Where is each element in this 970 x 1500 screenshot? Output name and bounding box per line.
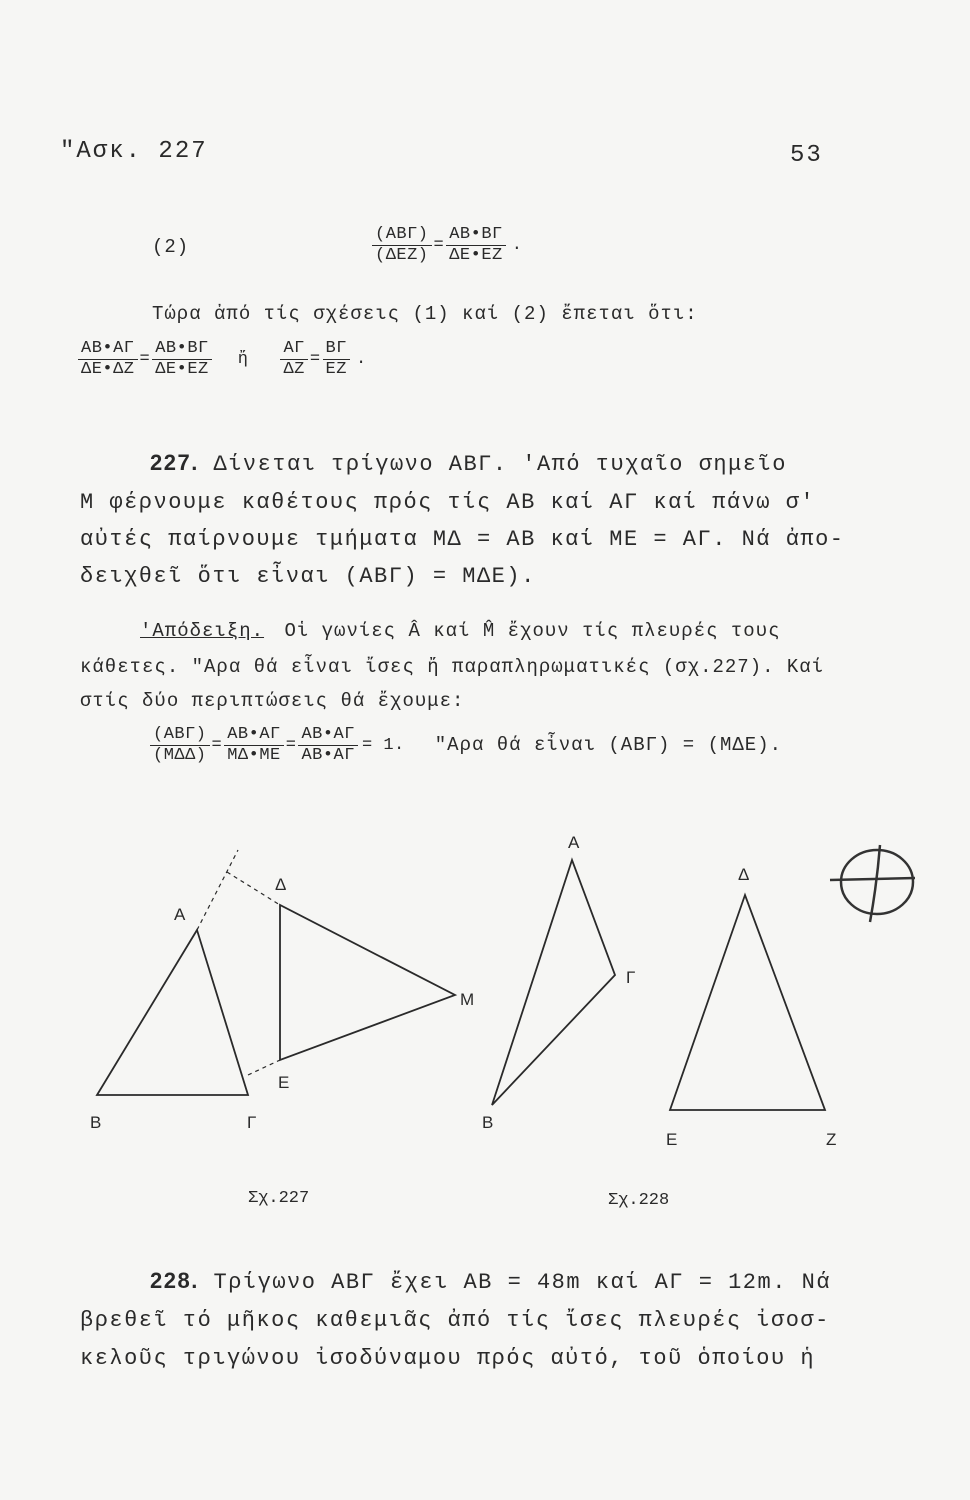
period: . [511, 235, 523, 255]
fraction [280, 340, 307, 379]
dashed-line [227, 872, 280, 905]
result: = 1. [361, 735, 405, 755]
caption-fig-227: Σχ.227 [248, 1189, 310, 1208]
exercise-text: Τρίγωνο ΑΒΓ ἔχει ΑΒ = 48m καί ΑΓ = 12m. Νά [213, 1270, 832, 1295]
proof-equation [150, 726, 782, 765]
fraction [152, 340, 212, 379]
numerator: ΑΒ•ΒΓ [446, 226, 506, 246]
label-d: Δ [275, 875, 287, 894]
exercise-228-line-1 [150, 1268, 831, 1295]
numerator: ΒΓ [323, 340, 350, 360]
label-a: Α [174, 905, 186, 924]
proof-line-3: στίς δύο περιπτώσεις θά ἔχουμε: [80, 690, 465, 712]
label-b: Β [482, 1113, 494, 1132]
numerator: ΑΒ•ΒΓ [152, 340, 212, 360]
fraction [224, 726, 284, 765]
denominator: ΔΕ•ΕΖ [449, 245, 503, 265]
running-header-left: "Ασκ. 227 [60, 138, 208, 165]
fraction [298, 726, 358, 765]
fraction [323, 340, 350, 379]
proof-label: 'Απόδειξη. [140, 620, 265, 642]
period: . [355, 349, 367, 369]
numerator: (ΑΒΓ) [372, 226, 432, 246]
conclusion: "Αρα θά εἶναι (ΑΒΓ) = (ΜΔΕ). [434, 734, 783, 757]
numerator: ΑΒ•ΑΓ [298, 726, 358, 746]
handwritten-mark [830, 845, 915, 922]
figure-228 [492, 860, 825, 1110]
fraction [372, 226, 432, 265]
exercise-number: 228. [150, 1268, 199, 1293]
equals-sign: = [139, 349, 151, 369]
proof-line-2: κάθετες. "Αρα θά εἶναι ἴσες ἤ παραπληρωματικές (σχ.227). Καί [80, 656, 825, 678]
denominator: (ΜΔΔ) [153, 745, 207, 765]
equals-sign: = [211, 735, 223, 755]
exercise-227-line-2: Μ φέρνουμε καθέτους πρός τίς ΑΒ καί ΑΓ καί πάνω σ' [80, 490, 816, 515]
exercise-227-line-1 [150, 450, 787, 477]
denominator: ΑΒ•ΑΓ [301, 745, 355, 765]
denominator: ΔΕ•ΕΖ [155, 359, 209, 379]
label-d: Δ [738, 865, 750, 884]
equals-sign: = [433, 235, 445, 255]
label-b: Β [90, 1113, 102, 1132]
label-m: Μ [460, 990, 475, 1009]
figures [0, 820, 970, 1220]
label-e: Ε [666, 1130, 678, 1149]
numerator: (ΑΒΓ) [150, 726, 210, 746]
denominator: (ΔΕΖ) [375, 245, 429, 265]
or-word: ἤ [237, 349, 249, 369]
label-a: Α [568, 833, 580, 852]
fraction [78, 340, 138, 379]
exercise-number: 227. [150, 450, 199, 475]
label-z: Ζ [826, 1130, 837, 1149]
equation-2 [372, 226, 522, 265]
triangle-abg [97, 930, 248, 1095]
page-number: 53 [790, 142, 823, 169]
fraction [150, 726, 210, 765]
exercise-227-line-4: δειχθεῖ ὅτι εἶναι (ΑΒΓ) = ΜΔΕ). [80, 564, 536, 589]
exercise-227-line-3: αὐτές παίρνουμε τμήματα ΜΔ = ΑΒ καί ΜΕ = ΑΓ. Νά ἀπο- [80, 527, 845, 552]
proof-text: Οἱ γωνίες Â καί M̂ ἔχουν τίς πλευρές τους [284, 620, 781, 642]
label-g: Γ [247, 1113, 257, 1132]
triangle-mde [280, 905, 455, 1060]
label-g: Γ [626, 968, 636, 987]
equation-label: (2) [152, 236, 190, 258]
dashed-line [197, 850, 238, 930]
equation-3 [78, 340, 367, 379]
fraction [446, 226, 506, 265]
exercise-228-line-2: βρεθεῖ τό μῆκος καθεμιᾶς ἀπό τίς ἴσες πλευρές ἰσοσ- [80, 1308, 830, 1333]
triangle-abg-228 [492, 860, 615, 1105]
equals-sign: = [309, 349, 321, 369]
denominator: ΜΔ•ΜΕ [227, 745, 281, 765]
triangle-dez [670, 895, 825, 1110]
exercise-228-line-3: κελοῦς τριγώνου ἰσοδύναμου πρός αὐτό, τοῦ ὁποίου ἡ [80, 1346, 816, 1371]
exercise-text: Δίνεται τρίγωνο ΑΒΓ. 'Από τυχαῖο σημεῖο [213, 452, 787, 477]
text-line: Τώρα ἀπό τίς σχέσεις (1) καί (2) ἔπεται ὅτι: [152, 303, 698, 325]
numerator: ΑΒ•ΑΓ [224, 726, 284, 746]
equals-sign: = [285, 735, 297, 755]
caption-fig-228: Σχ.228 [608, 1191, 670, 1210]
label-e: Ε [278, 1073, 290, 1092]
numerator: ΑΒ•ΑΓ [78, 340, 138, 360]
denominator: ΔΕ•ΔΖ [81, 359, 135, 379]
dashed-line [248, 1060, 280, 1075]
numerator: ΑΓ [280, 340, 307, 360]
denominator: ΕΖ [325, 359, 347, 379]
proof-line-1 [140, 620, 781, 642]
denominator: ΔΖ [283, 359, 305, 379]
